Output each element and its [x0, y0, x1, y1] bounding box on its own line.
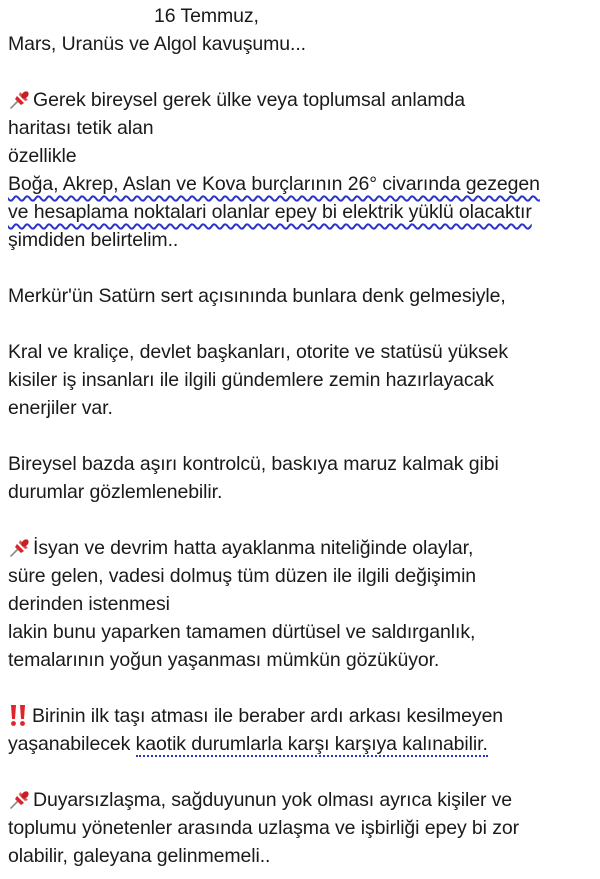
spacer — [8, 758, 598, 786]
paragraph-5-text-1: İsyan ve devrim hatta ayaklanma niteliğinde olaylar, — [33, 537, 474, 559]
note-subject: Mars, Uranüs ve Algol kavuşumu... — [8, 33, 306, 55]
paragraph-6-text-1: Birinin ilk taşı atması ile beraber ardı arkası kesilmeyen — [32, 705, 504, 727]
pushpin-icon — [8, 88, 32, 110]
note-body — [8, 2, 598, 870]
highlighted-text: Boğa, Akrep, Aslan ve Kova burçlarının 26° civarında gezegen — [8, 173, 540, 195]
spacer — [8, 310, 598, 338]
highlighted-text: kaotik durumlarla karşı karşıya kalınabilir. — [135, 733, 488, 755]
paragraph-7-line-3: olabilir, galeyana gelinmemeli.. — [8, 845, 271, 867]
spacer — [8, 674, 598, 702]
paragraph-1-line-3: özellikle — [8, 145, 77, 167]
paragraph-5-line-1 — [8, 534, 598, 562]
paragraph-3-line-2: kisiler iş insanları ile ilgili gündemlere zemin hazırlayacak — [8, 369, 494, 391]
paragraph-1-line-1 — [8, 86, 598, 114]
paragraph-4-line-2: durumlar gözlemlenebilir. — [8, 481, 223, 503]
paragraph-5-line-2: süre gelen, vadesi dolmuş tüm düzen ile ilgili değişimin — [8, 565, 477, 587]
paragraph-1-line-6: şimdiden belirtelim.. — [8, 229, 179, 251]
paragraph-4-line-1: Bireysel bazda aşırı kontrolcü, baskıya maruz kalmak gibi — [8, 453, 499, 475]
paragraph-7-text-1: Duyarsızlaşma, sağduyunun yok olması ayrıca kişiler ve — [33, 789, 513, 811]
spacer — [8, 422, 598, 450]
paragraph-1-line-4 — [8, 170, 598, 198]
paragraph-1-line-2: haritası tetik alan — [8, 117, 154, 139]
paragraph-1-text-1: Gerek bireysel gerek ülke veya toplumsal anlamda — [33, 89, 465, 111]
paragraph-6-line-2 — [8, 730, 598, 758]
spacer — [8, 506, 598, 534]
paragraph-6-line-1 — [8, 702, 598, 730]
pushpin-icon — [8, 536, 32, 558]
spacer — [8, 58, 598, 86]
paragraph-3-line-1: Kral ve kraliçe, devlet başkanları, otorite ve statüsü yüksek — [8, 341, 509, 363]
paragraph-7-line-1 — [8, 786, 598, 814]
spacer — [8, 254, 598, 282]
paragraph-5-line-5: temalarının yoğun yaşanması mümkün gözüküyor. — [8, 649, 440, 671]
note-date: 16 Temmuz, — [154, 5, 259, 27]
paragraph-5-line-4: lakin bunu yaparken tamamen dürtüsel ve saldırganlık, — [8, 621, 476, 643]
pushpin-icon — [8, 788, 32, 810]
paragraph-1-line-5 — [8, 198, 598, 226]
paragraph-6-text-2a: yaşanabilecek — [8, 733, 136, 755]
double-exclamation-icon — [8, 703, 30, 727]
highlighted-text: ve hesaplama noktalari olanlar epey bi elektrik yüklü olacaktır — [8, 201, 532, 223]
paragraph-5-line-3: derinden istenmesi — [8, 593, 170, 615]
paragraph-2-line-1: Merkür'ün Satürn sert açısınında bunlara denk gelmesiyle, — [8, 285, 506, 307]
paragraph-3-line-3: enerjiler var. — [8, 397, 113, 419]
paragraph-7-line-2: toplumu yönetenler arasında uzlaşma ve işbirliği epey bi zor — [8, 817, 520, 839]
